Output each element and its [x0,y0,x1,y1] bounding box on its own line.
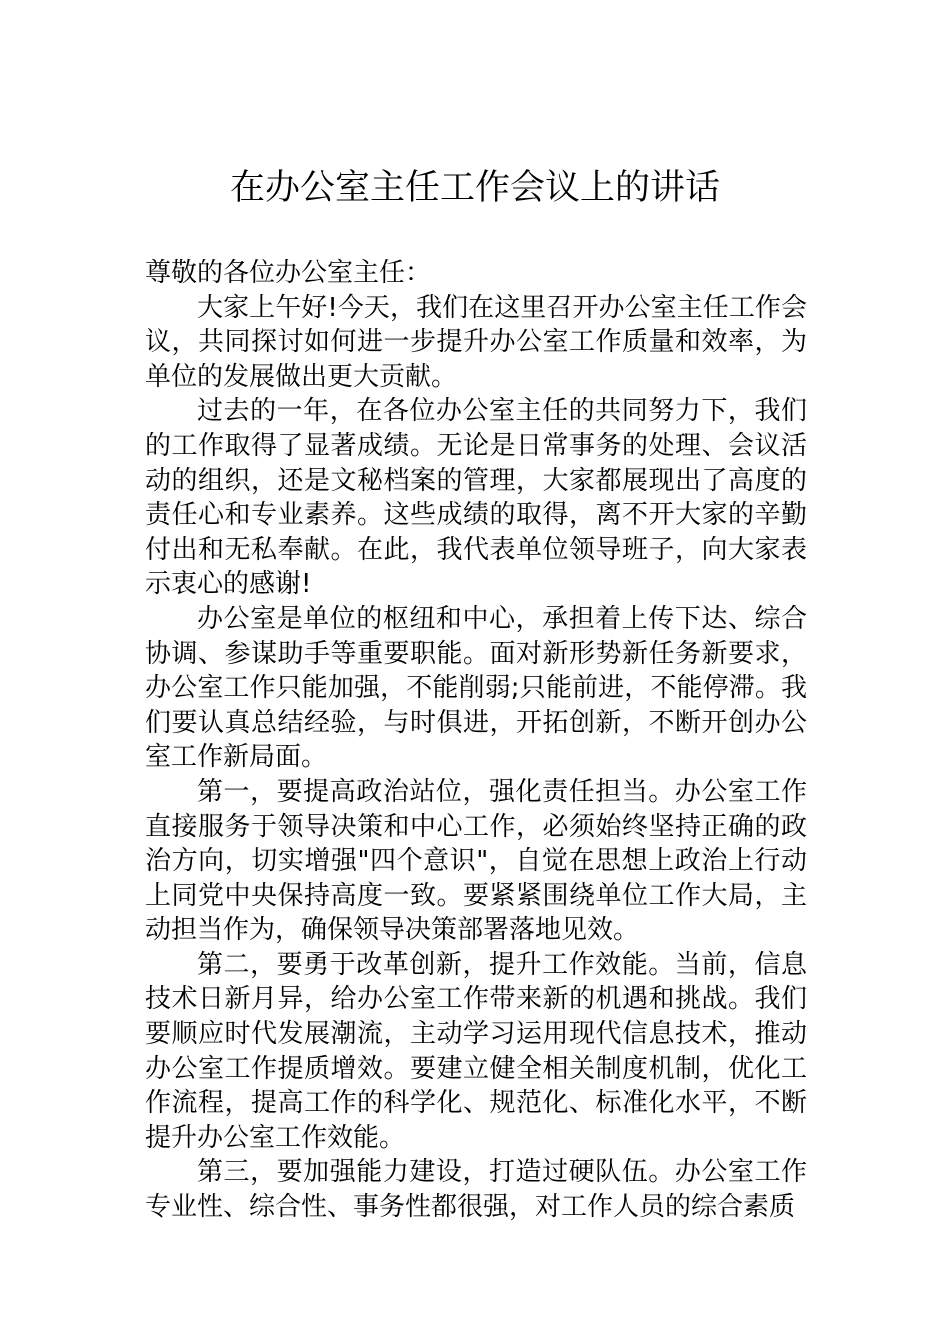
salutation: 尊敬的各位办公室主任： [145,258,432,288]
paragraph-role: 办公室是单位的枢纽和中心，承担着上传下达、综合协调、参谋助手等重要职能。面对新形势新任务新要求，办公室工作只能加强，不能削弱;只能前进，不能停滞。我们要认真总结经验，与时俱进，开拓创新，不断开创办公室工作新局面。 [145,603,807,773]
paragraph-point-one: 第一，要提高政治站位，强化责任担当。办公室工作直接服务于领导决策和中心工作，必须始终坚持正确的政治方向，切实增强"四个意识"，自觉在思想上政治上行动上同党中央保持高度一致。要紧紧围绕单位工作大局，主动担当作为，确保领导决策部署落地见效。 [145,776,807,946]
paragraph-point-three: 第三，要加强能力建设，打造过硬队伍。办公室工作专业性、综合性、事务性都很强，对工作人员的综合素质 [145,1157,807,1223]
document-title: 在办公室主任工作会议上的讲话 [229,168,720,208]
paragraph-opening: 大家上午好!今天，我们在这里召开办公室主任工作会议，共同探讨如何进一步提升办公室工作质量和效率，为单位的发展做出更大贡献。 [145,292,807,392]
paragraph-point-two: 第二，要勇于改革创新，提升工作效能。当前，信息技术日新月异，给办公室工作带来新的机遇和挑战。我们要顺应时代发展潮流，主动学习运用现代信息技术，推动办公室工作提质增效。要建立健全相关制度机制，优化工作流程，提高工作的科学化、规范化、标准化水平，不断提升办公室工作效能。 [145,949,807,1153]
document-body [145,256,807,1225]
paragraph-review: 过去的一年，在各位办公室主任的共同努力下，我们的工作取得了显著成绩。无论是日常事务的处理、会议活动的组织，还是文秘档案的管理，大家都展现出了高度的责任心和专业素养。这些成绩的取得，离不开大家的辛勤付出和无私奉献。在此，我代表单位领导班子，向大家表示衷心的感谢! [145,396,807,600]
